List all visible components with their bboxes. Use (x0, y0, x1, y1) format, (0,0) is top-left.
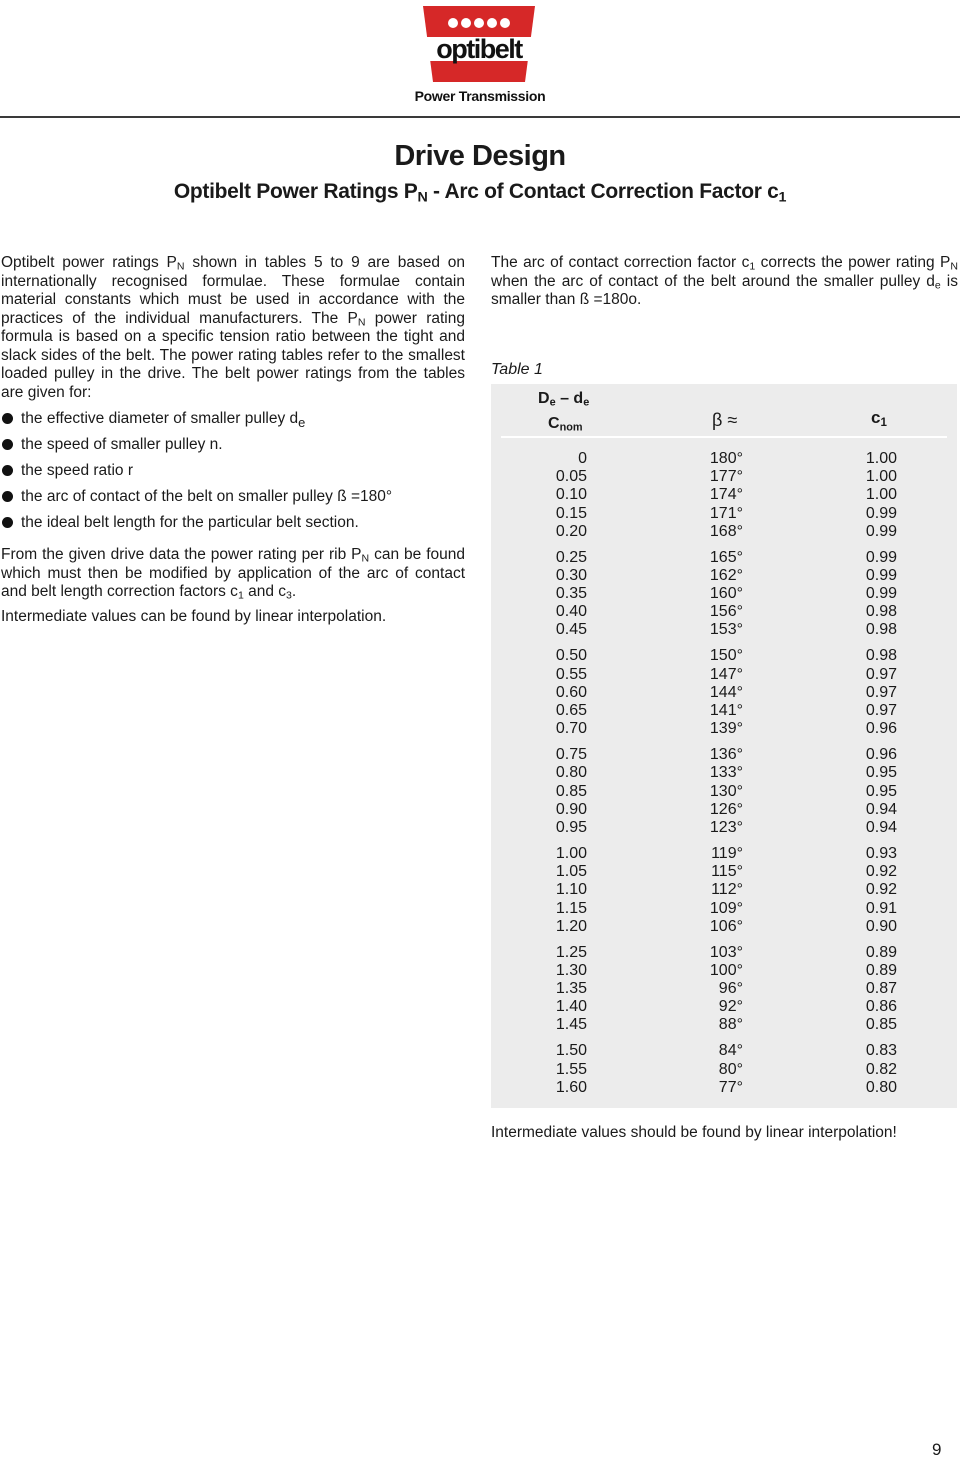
cell-factor: 0.98 (865, 621, 897, 639)
cell-factor: 0.93 (865, 844, 897, 862)
cell-arc-angle: 77° (718, 1078, 743, 1096)
cell-diameter-ratio: 1.10 (555, 881, 587, 899)
cell-factor: 0.85 (865, 1016, 897, 1034)
cell-factor: 0.99 (865, 522, 897, 540)
cell-arc-angle: 103° (709, 943, 743, 961)
table-row (491, 944, 957, 962)
list-item: the speed of smaller pulley n. (1, 436, 465, 462)
cell-arc-angle: 139° (709, 720, 743, 738)
bullet-icon (2, 491, 13, 502)
cell-arc-angle: 180° (709, 450, 743, 467)
table-row (491, 684, 957, 702)
optibelt-logo (407, 4, 551, 84)
table-row (491, 603, 957, 621)
cell-arc-angle: 162° (709, 566, 743, 584)
table-row (491, 666, 957, 684)
cell-factor: 0.92 (865, 881, 897, 899)
cell-arc-angle: 156° (709, 603, 743, 621)
cell-diameter-ratio: 1.05 (555, 863, 587, 881)
cell-diameter-ratio: 0.85 (555, 782, 587, 800)
table-row (491, 900, 957, 918)
cell-diameter-ratio: 1.55 (555, 1060, 587, 1078)
cell-diameter-ratio: 0.15 (555, 504, 587, 522)
cell-diameter-ratio: 1.45 (555, 1016, 587, 1034)
bullet-icon (2, 517, 13, 528)
cell-factor: 0.99 (865, 548, 897, 566)
cell-diameter-ratio: 1.00 (555, 844, 587, 862)
cell-factor: 0.98 (865, 647, 897, 665)
cell-arc-angle: 100° (709, 961, 743, 979)
cell-diameter-ratio: 1.15 (555, 899, 587, 917)
cell-diameter-ratio: 0.25 (555, 548, 587, 566)
logo-wordmark: optibelt (436, 34, 522, 64)
cell-arc-angle: 115° (711, 863, 743, 881)
cell-arc-angle: 174° (709, 486, 743, 504)
page-subtitle: Optibelt Power Ratings $P_N$ - Arc of Contact Correction Factor $c_1$ (173, 180, 787, 206)
bullet-icon (2, 465, 13, 476)
cell-arc-angle: 84° (718, 1042, 743, 1060)
intro-paragraph: Optibelt power ratings $P_N$ shown in tables 5 to 9 are based on internationally recognised formulae. These formulae contain material constants which must be used in accordance with the practices of the individual manufacturers. The $P_N$ power rating formula is based on a specific tension ratio between the tight and slack sides of the belt. The power rating tables refer to the smallest loaded pulley in the drive. The belt power ratings from the tables are given for: (1, 254, 465, 401)
cell-factor: 0.89 (865, 943, 897, 961)
cell-diameter-ratio: 0.55 (555, 665, 587, 683)
cell-arc-angle: 133° (709, 764, 743, 782)
header-divider (0, 116, 960, 118)
list-item: the ideal belt length for the particular belt section. (1, 514, 465, 540)
table-row (491, 567, 957, 585)
table-row (491, 998, 957, 1016)
cell-factor: 0.80 (865, 1078, 897, 1096)
table-row (491, 486, 957, 504)
list-item: the speed ratio r (1, 462, 465, 488)
cell-diameter-ratio: 1.60 (555, 1078, 587, 1096)
cell-arc-angle: 165° (709, 548, 743, 566)
table-row (491, 549, 957, 567)
cell-factor: 0.99 (865, 566, 897, 584)
table-row (491, 1042, 957, 1060)
cell-diameter-ratio: 0.60 (555, 683, 587, 701)
cell-arc-angle: 119° (711, 844, 743, 862)
cell-factor: 0.96 (865, 746, 897, 764)
cell-factor: 0.94 (865, 800, 897, 818)
cell-diameter-ratio: 1.40 (555, 998, 587, 1016)
parameter-list (1, 410, 465, 540)
table-row (491, 505, 957, 523)
interpolation-paragraph: Intermediate values can be found by linear interpolation. (1, 607, 387, 625)
cell-arc-angle: 160° (709, 585, 743, 603)
cell-arc-angle: 92° (718, 998, 743, 1016)
cell-diameter-ratio: 1.35 (555, 980, 587, 998)
cell-factor: 0.91 (865, 899, 897, 917)
cell-diameter-ratio: 1.50 (555, 1042, 587, 1060)
table-row (491, 1079, 957, 1097)
column-header-arc-of-contact: β ≈ (712, 410, 738, 430)
cell-arc-angle: 141° (709, 702, 743, 720)
table-row (491, 720, 957, 738)
cell-diameter-ratio: 0.50 (555, 647, 587, 665)
column-header-center-distance: $C_{nom}$ (548, 415, 583, 434)
cell-diameter-ratio: 0 (578, 450, 587, 467)
cell-arc-angle: 153° (709, 621, 743, 639)
cell-factor: 0.97 (865, 702, 897, 720)
cell-factor: 1.00 (865, 486, 897, 504)
table-row (491, 764, 957, 782)
cell-arc-angle: 150° (709, 647, 743, 665)
table-header-divider (501, 436, 947, 438)
table-row (491, 450, 957, 468)
column-header-diameter-difference: $D_e - d_e$ (538, 390, 590, 409)
cell-arc-angle: 136° (709, 746, 743, 764)
table-label: Table 1 (491, 361, 543, 378)
table-body (491, 450, 957, 1097)
right-column (491, 254, 958, 310)
cell-diameter-ratio: 0.75 (555, 746, 587, 764)
tagline: Power Transmission (414, 88, 546, 104)
cell-diameter-ratio: 0.70 (555, 720, 587, 738)
table-row (491, 585, 957, 603)
cell-arc-angle: 123° (709, 818, 743, 836)
cell-factor: 0.95 (865, 764, 897, 782)
table-row (491, 863, 957, 881)
cell-arc-angle: 126° (709, 800, 743, 818)
cell-factor: 0.97 (865, 665, 897, 683)
cell-diameter-ratio: 0.30 (555, 566, 587, 584)
table-row (491, 702, 957, 720)
cell-arc-angle: 177° (709, 468, 743, 486)
bullet-icon (2, 439, 13, 450)
cell-factor: 0.87 (865, 980, 897, 998)
cell-diameter-ratio: 0.20 (555, 522, 587, 540)
table-row (491, 819, 957, 837)
cell-arc-angle: 80° (718, 1060, 743, 1078)
table-row (491, 801, 957, 819)
cell-arc-angle: 96° (718, 980, 743, 998)
cell-factor: 0.92 (865, 863, 897, 881)
table-row (491, 621, 957, 639)
cell-arc-angle: 112° (711, 881, 743, 899)
cell-diameter-ratio: 0.40 (555, 603, 587, 621)
cell-diameter-ratio: 0.45 (555, 621, 587, 639)
cell-diameter-ratio: 1.25 (555, 943, 587, 961)
table-row (491, 881, 957, 899)
cell-arc-angle: 171° (709, 504, 743, 522)
column-header-correction-factor: $c_1$ (871, 408, 887, 429)
cell-factor: 1.00 (865, 468, 897, 486)
interpolation-note: Intermediate values should be found by linear interpolation! (491, 1124, 897, 1141)
cell-factor: 0.95 (865, 782, 897, 800)
cell-diameter-ratio: 0.90 (555, 800, 587, 818)
cell-factor: 0.82 (865, 1060, 897, 1078)
cell-arc-angle: 144° (709, 683, 743, 701)
drive-data-paragraph: From the given drive data the power rating per rib $P_N$ can be found which must then be modified by application of the arc of contact and belt length correction factors $c_1$ and $c_3$. (1, 546, 465, 602)
table-row (491, 962, 957, 980)
cell-diameter-ratio: 1.30 (555, 961, 587, 979)
cell-diameter-ratio: 0.95 (555, 818, 587, 836)
table-row (491, 647, 957, 665)
table-row (491, 468, 957, 486)
cell-diameter-ratio: 0.65 (555, 702, 587, 720)
table-row (491, 918, 957, 936)
cell-arc-angle: 130° (709, 782, 743, 800)
cell-arc-angle: 106° (709, 917, 743, 935)
cell-diameter-ratio: 0.05 (555, 468, 587, 486)
cell-arc-angle: 88° (718, 1016, 743, 1034)
cell-diameter-ratio: 0.80 (555, 764, 587, 782)
table-row (491, 523, 957, 541)
cell-factor: 0.98 (865, 603, 897, 621)
left-column (1, 254, 465, 626)
list-item: the effective diameter of smaller pulley $d_e$ (1, 410, 465, 436)
table-row (491, 746, 957, 764)
cell-diameter-ratio: 1.20 (555, 917, 587, 935)
cell-factor: 0.86 (865, 998, 897, 1016)
cell-factor: 0.94 (865, 818, 897, 836)
cell-arc-angle: 168° (709, 522, 743, 540)
cell-factor: 0.99 (865, 585, 897, 603)
cell-factor: 0.99 (865, 504, 897, 522)
correction-factor-paragraph: The arc of contact correction factor $c_1$ corrects the power rating $P_N$ when the arc of contact of the belt around the smaller pulley $d_e$ is smaller than ß =180o. (491, 254, 959, 308)
bullet-icon (2, 413, 13, 424)
table-row (491, 845, 957, 863)
table-row (491, 783, 957, 801)
page-number: 9 (932, 1440, 942, 1459)
cell-factor: 0.97 (865, 683, 897, 701)
cell-factor: 0.83 (865, 1042, 897, 1060)
page-title: Drive Design (394, 140, 566, 172)
list-item: the arc of contact of the belt on smaller pulley ß =180° (1, 488, 465, 514)
cell-factor: 0.90 (865, 917, 897, 935)
cell-factor: 0.89 (865, 961, 897, 979)
cell-diameter-ratio: 0.35 (555, 585, 587, 603)
cell-diameter-ratio: 0.10 (555, 486, 587, 504)
table-row (491, 1061, 957, 1079)
table-row (491, 1016, 957, 1034)
cell-factor: 1.00 (865, 450, 897, 467)
correction-factor-table (491, 384, 957, 1108)
cell-arc-angle: 109° (709, 899, 743, 917)
table-row (491, 980, 957, 998)
cell-arc-angle: 147° (709, 665, 743, 683)
cell-factor: 0.96 (865, 720, 897, 738)
